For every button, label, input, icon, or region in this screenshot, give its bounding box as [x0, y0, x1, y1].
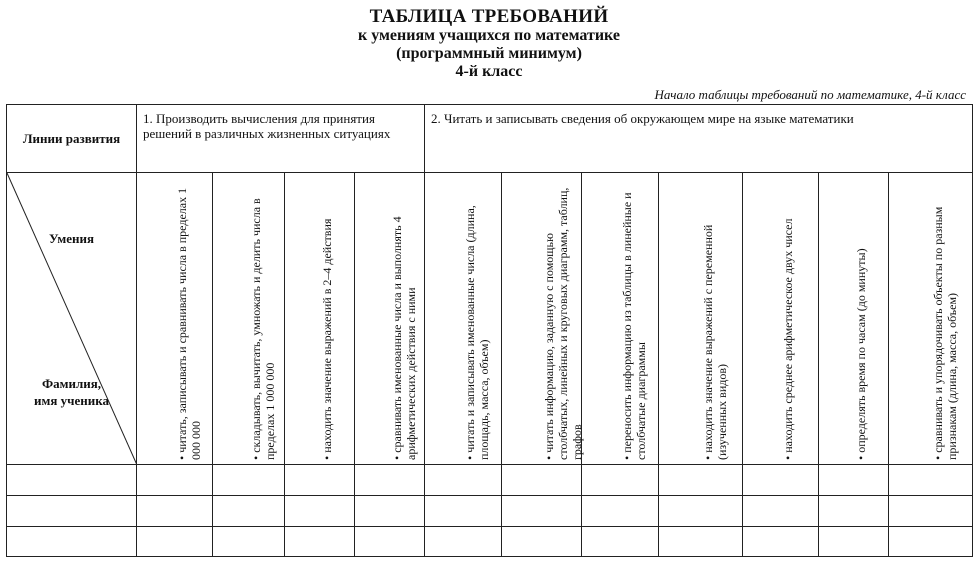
grade-cell[interactable]	[889, 465, 973, 496]
grade-cell[interactable]	[137, 465, 213, 496]
grade-cell[interactable]	[137, 527, 213, 557]
skill-cell	[819, 173, 889, 465]
grade-cell[interactable]	[425, 527, 502, 557]
skill-text: • читать, записывать и сравнивать числа в пределах 1 000 000	[174, 187, 203, 460]
skill-text: • находить значение выражений с переменной (изученных видов)	[700, 224, 729, 460]
student-name-label	[7, 375, 136, 409]
grade-cell[interactable]	[213, 527, 285, 557]
grade-cell[interactable]	[659, 465, 743, 496]
diagonal-header-cell	[7, 173, 137, 465]
page-title: ТАБЛИЦА ТРЕБОВАНИЙ	[369, 6, 609, 27]
student-row	[7, 527, 973, 557]
student-name-cell[interactable]	[7, 496, 137, 527]
skill-cell	[285, 173, 355, 465]
grade-cell[interactable]	[819, 496, 889, 527]
skill-cell	[582, 173, 659, 465]
skill-cell	[743, 173, 819, 465]
grade-cell[interactable]	[582, 496, 659, 527]
grade-cell[interactable]	[582, 465, 659, 496]
grade-cell[interactable]	[659, 496, 743, 527]
grade-cell[interactable]	[819, 465, 889, 496]
grade-cell[interactable]	[285, 465, 355, 496]
skill-text: • сравнивать и упорядочивать объекты по разным признакам (длина, масса, объем)	[930, 206, 959, 460]
skill-text: • переносить информацию из таблицы в линейные и столбчатые диаграммы	[620, 192, 648, 460]
grade-cell[interactable]	[502, 465, 582, 496]
group-header-1: 1. Производить вычисления для принятия решений в различных жизненных ситуациях	[137, 105, 425, 173]
grade-cell[interactable]	[889, 527, 973, 557]
student-name-cell[interactable]	[7, 465, 137, 496]
diagonal-line	[7, 173, 137, 465]
student-row	[7, 465, 973, 496]
grade-cell[interactable]	[285, 496, 355, 527]
grade-cell[interactable]	[743, 527, 819, 557]
requirements-table	[6, 104, 973, 557]
grade-cell[interactable]	[819, 527, 889, 557]
grade-cell[interactable]	[582, 527, 659, 557]
grade-cell[interactable]	[889, 496, 973, 527]
skill-cell	[137, 173, 213, 465]
grade-cell[interactable]	[743, 465, 819, 496]
student-label-line2: имя ученика	[33, 393, 109, 408]
grade-cell[interactable]	[355, 465, 425, 496]
grade-cell[interactable]	[425, 496, 502, 527]
skill-text: • читать и записывать именованные числа (длина, площадь, масса, объем)	[463, 205, 491, 460]
grade-cell[interactable]	[502, 496, 582, 527]
grade-cell[interactable]	[355, 496, 425, 527]
skill-text: • складывать, вычитать, умножать и делить числа в пределах 1 000 000	[248, 198, 277, 460]
skill-cell	[502, 173, 582, 465]
grade-cell[interactable]	[285, 527, 355, 557]
student-label-line1: Фамилия,	[41, 376, 102, 391]
skill-cell	[889, 173, 973, 465]
skill-cell	[659, 173, 743, 465]
skill-cell	[213, 173, 285, 465]
grade-cell[interactable]	[213, 465, 285, 496]
grade-cell[interactable]	[502, 527, 582, 557]
group-header-2: 2. Читать и записывать сведения об окружающем мире на языке математики	[425, 105, 973, 173]
grade-cell[interactable]	[659, 527, 743, 557]
student-name-cell[interactable]	[7, 527, 137, 557]
skills-row	[7, 173, 973, 465]
skill-text: • сравнивать именованные числа и выполнять 4 арифметических действия с ними	[389, 216, 418, 460]
page-subtitle-1: к умениям учащихся по математике	[358, 27, 620, 44]
table-caption: Начало таблицы требований по математике, 4-й класс	[654, 87, 966, 102]
skill-text: • читать информацию, заданную с помощью столбчатых, линейных и круговых диаграмм, таблиц, графов	[541, 187, 584, 460]
skill-cell	[425, 173, 502, 465]
skill-text: • определять время по часам (до минуты)	[853, 248, 868, 460]
page-subtitle-2: (программный минимум)	[396, 45, 582, 62]
title-block	[0, 6, 978, 81]
grade-cell[interactable]	[743, 496, 819, 527]
skill-text: • находить среднее арифметическое двух чисел	[780, 218, 795, 460]
lines-of-development-label: Линии развития	[7, 105, 137, 173]
grade-cell[interactable]	[355, 527, 425, 557]
skill-text: • находить значение выражений в 2–4 действия	[319, 218, 334, 460]
grade-cell[interactable]	[425, 465, 502, 496]
skills-label: Умения	[48, 231, 95, 246]
grade-cell[interactable]	[137, 496, 213, 527]
student-row	[7, 496, 973, 527]
grade-label: 4-й класс	[455, 63, 523, 80]
header-row	[7, 105, 973, 173]
skill-cell	[355, 173, 425, 465]
grade-cell[interactable]	[213, 496, 285, 527]
